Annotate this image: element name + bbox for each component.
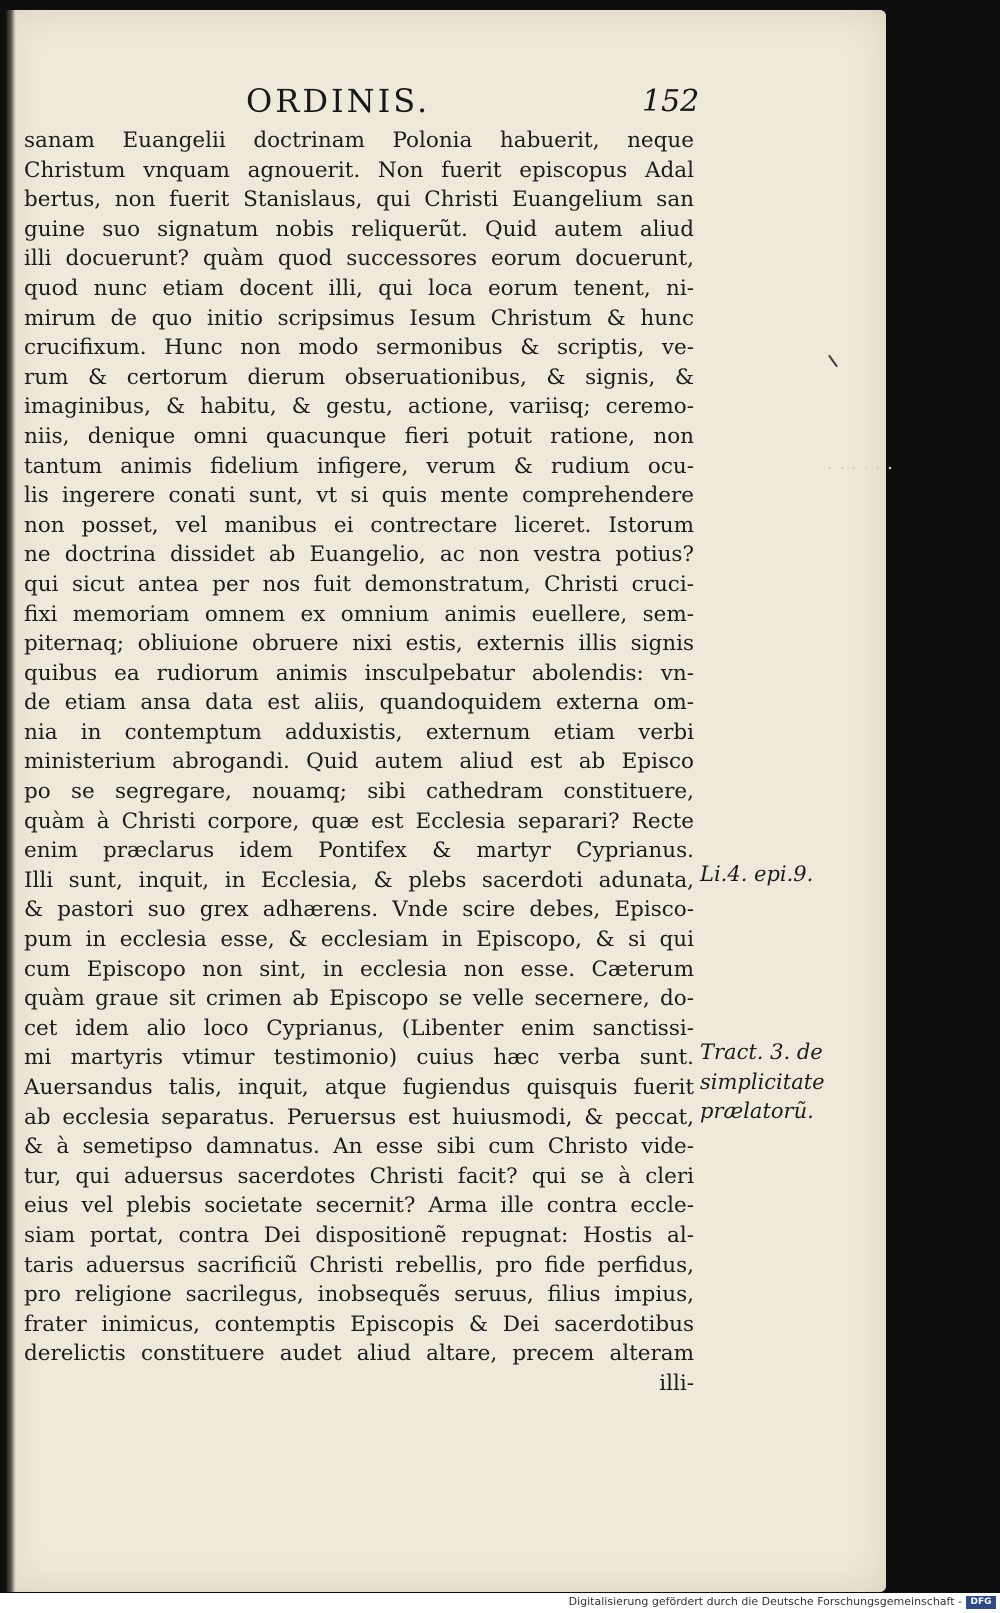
- marginal-note-1-text: Li.4. epi.9.: [700, 862, 814, 886]
- text-line: frater inimicus, contemptis Episcopis & Dei sacerdotibus: [24, 1311, 694, 1337]
- page-number: 152: [642, 84, 700, 119]
- text-line: tur, qui aduersus sacerdotes Christi facit? qui se à cleri: [24, 1163, 694, 1189]
- scan-dots: [824, 466, 894, 470]
- text-line: lis ingerere conati sunt, vt si quis mente comprehendere: [24, 483, 694, 509]
- text-line: cum Episcopo non sint, in ecclesia non esse. Cæterum: [24, 956, 694, 982]
- ink-mark: [828, 355, 838, 368]
- text-line: mi martyris vtimur testimonio) cuius hæc verba sunt.: [24, 1045, 694, 1071]
- body-text: [24, 126, 694, 1399]
- text-line: siam portat, contra Dei dispositionẽ repugnat: Hostis al-: [24, 1222, 694, 1248]
- text-line: ab ecclesia separatus. Peruersus est huiusmodi, & peccat,: [24, 1104, 694, 1130]
- text-line: bertus, non fuerit Stanislaus, qui Christi Euangelium san: [24, 187, 694, 213]
- marginal-note-2-line: simplicitate: [700, 1069, 825, 1094]
- text-line: tantum animis fidelium infigere, verum & rudium ocu-: [24, 453, 694, 479]
- text-line: piternaq; obliuione obruere nixi estis, externis illis signis: [24, 631, 694, 657]
- text-line: illi docuerunt? quàm quod successores eorum docuerunt,: [24, 246, 694, 272]
- running-title: ORDINIS.: [246, 82, 431, 120]
- text-line: derelictis constituere audet aliud altare, precem alteram: [24, 1341, 694, 1367]
- footer-bar: [0, 1593, 1000, 1613]
- text-line: quod nunc etiam docent illi, qui loca eorum tenent, ni-: [24, 275, 694, 301]
- text-line: pum in ecclesia esse, & ecclesiam in Episcopo, & si qui: [24, 927, 694, 953]
- running-head: [6, 82, 886, 130]
- text-line: mirum de quo initio scripsimus Iesum Christum & hunc: [24, 305, 694, 331]
- text-line: Auersandus talis, inquit, atque fugiendus quisquis fuerit: [24, 1075, 694, 1100]
- text-line: guine suo signatum nobis reliquerũt. Quid autem aliud: [24, 216, 694, 242]
- text-line: rum & certorum dierum obseruationibus, & signis, &: [24, 364, 694, 390]
- text-line: imaginibus, & habitu, & gestu, actione, variisq; ceremo-: [24, 394, 694, 420]
- text-line: eius vel plebis societate secernit? Arma ille contra eccle-: [24, 1193, 694, 1219]
- marginal-note-2: [700, 1038, 825, 1127]
- text-line: ne doctrina dissidet ab Euangelio, ac non vestra potius?: [24, 542, 694, 568]
- text-line: Christum vnquam agnouerit. Non fuerit episcopus Adal: [24, 157, 694, 183]
- dfg-logo: DFG: [966, 1596, 996, 1609]
- text-line: & à semetipso damnatus. An esse sibi cum Christo vide-: [24, 1134, 694, 1160]
- text-line: Illi sunt, inquit, in Ecclesia, & plebs sacerdoti adunata,: [24, 867, 694, 893]
- text-line: non posset, vel manibus ei contrectare liceret. Istorum: [24, 512, 694, 538]
- marginal-note-1: [700, 860, 813, 890]
- catchword: illi-: [659, 1370, 694, 1396]
- page-gutter-shadow: [6, 10, 16, 1592]
- footer-credit: Digitalisierung gefördert durch die Deutsche Forschungsgemeinschaft -: [568, 1595, 962, 1608]
- text-line: qui sicut antea per nos fuit demonstratum, Christi cruci-: [24, 571, 694, 597]
- text-line: quibus ea rudiorum animis insculpebatur abolendis: vn-: [24, 660, 694, 686]
- text-line: ministerium abrogandi. Quid autem aliud est ab Episco: [24, 749, 694, 775]
- text-line: nia in contemptum adduxistis, externum etiam verbi: [24, 719, 694, 745]
- text-line: taris aduersus sacrificiũ Christi rebellis, pro fide perfidus,: [24, 1252, 694, 1278]
- text-line: cet idem alio loco Cyprianus, (Libenter enim sanctissi-: [24, 1015, 694, 1041]
- text-line: enim præclarus idem Pontifex & martyr Cyprianus.: [24, 838, 694, 864]
- text-line: niis, denique omni quacunque fieri potuit ratione, non: [24, 423, 694, 449]
- book-page: [6, 10, 886, 1592]
- text-line: po se segregare, nouamq; sibi cathedram constituere,: [24, 779, 694, 805]
- marginal-note-2-line: Tract. 3. de: [700, 1040, 823, 1064]
- text-line: quàm graue sit crimen ab Episcopo se velle secernere, do-: [24, 986, 694, 1012]
- text-line: & pastori suo grex adhærens. Vnde scire debes, Episco-: [24, 897, 694, 923]
- text-line: sanam Euangelii doctrinam Polonia habuerit, neque: [24, 128, 694, 153]
- text-line: de etiam ansa data est aliis, quandoquidem externa om-: [24, 690, 694, 716]
- text-line: crucifixum. Hunc non modo sermonibus & scriptis, ve-: [24, 335, 694, 361]
- text-line: fixi memoriam omnem ex omnium animis euellere, sem-: [24, 601, 694, 627]
- marginal-note-2-line: prælatorũ.: [700, 1099, 814, 1124]
- text-line: pro religione sacrilegus, inobsequẽs seruus, filius impius,: [24, 1282, 694, 1308]
- text-line: quàm à Christi corpore, quæ est Ecclesia separari? Recte: [24, 808, 694, 834]
